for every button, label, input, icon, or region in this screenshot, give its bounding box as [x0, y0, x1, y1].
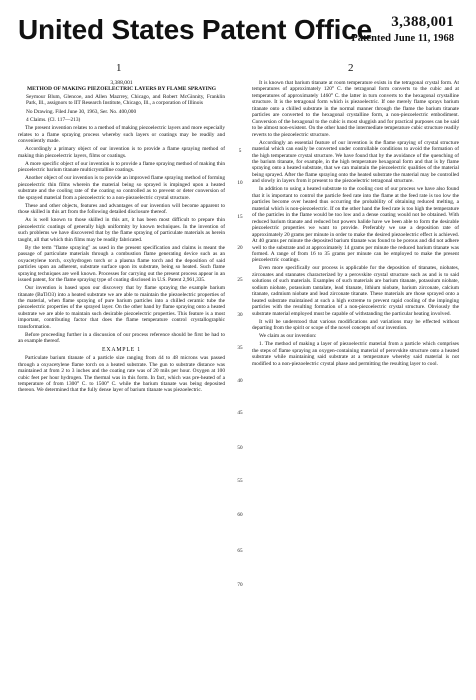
body-paragraph: The present invention relates to a method of making piezoelectric layers and more especially relates to a flame spraying process whereby such layers or coatings may be readily and conveniently made.	[18, 125, 225, 145]
body-paragraph: In addition to using a heated substrate to the cooling cost of our process we have also found that it is important to control the particle feed rate into the flame at the feed rate is too low the particles become over heated thus occurring the probability of obtaining reduced melting, a material which is non-piezoelectric. If on the other hand the feed rate is too high the temperature of the particles in the flame would be too low and a dense coating would not be obtained. With reduced barium titanate and reduced but powers halide have we been able to form the desirable piezoelectric properties we want to provide. Preferably we use a deposition rate of approximately 20 grams per minute in order to make the desired piezoelectric effect is achieved. At 40 grams per minute the deposited barium titanate was found to be porous and did not adhere well to the substrate and at approximately 14 grams per minute the reduced barium titanate was formed. A range of from 16 to 35 grams per minute can be employed to make the present piezoelectric coatings.	[252, 186, 459, 264]
line-number: 50	[237, 445, 243, 451]
right-paragraphs	[252, 80, 459, 367]
front-header	[18, 80, 225, 93]
front-patent-number: 3,388,001	[110, 80, 133, 86]
office-title: United States Patent Office	[18, 14, 373, 45]
patent-title: METHOD OF MAKING PIEZOELECTRIC LAYERS BY FLAME SPRAYING	[26, 86, 217, 93]
line-number: 60	[237, 512, 243, 518]
line-number: 70	[237, 582, 243, 588]
line-number: 30	[237, 312, 243, 318]
example-heading: EXAMPLE 1	[102, 346, 141, 353]
left-column	[18, 80, 225, 692]
example-paragraph: Particulate barium titanate of a particle size ranging from 44 to 48 microns was passed through a oxyacetylene flame torch on a heated substrate. The gun to substrate distance was maintained at from 2 to 3 inches and the coating rate was of 20 mils per hour. Oxygen at 100 cubic feet per hour hydrogen. The thermal was in this form. In fact, which was pre-heated of a temperature of from 1300° C. to 1500° C. while the barium titanate was being deposited thereon. We determined that the fully dense layer of barium titanate was piezoelectric.	[18, 355, 225, 394]
column-number-right: 2	[348, 62, 354, 74]
body-paragraph: It will be understood that various modifications and variations may be effected without departing from the spirit or scope of the novel concepts of our invention.	[252, 318, 459, 332]
line-number: 25	[237, 277, 243, 283]
line-number: 40	[237, 378, 243, 384]
line-number: 10	[237, 180, 243, 186]
body-paragraph: Accordingly a primary object of our invention is to provide a flame spraying method of making thin piezoelectric layers, films or coatings.	[18, 146, 225, 159]
body-paragraph: Our invention is based upon our discovery that by flame spraying the example barium titanate (BaTiO3) into a heated substrate we are able to maintain the piezoelectric properties of the material, when flame spraying of pure barium particles into a chilled ceramic tube the piezoelectric properties of the sprayed layer. On the other hand by flame spraying onto a heated substrate we are able to maintain such desirable piezoelectric properties. This feature is a most important, contributing factor that does the flame temperature control crystallographic transformation.	[18, 285, 225, 330]
line-number: 35	[237, 345, 243, 351]
patent-number: 3,388,001	[391, 14, 454, 30]
line-number: 65	[237, 548, 243, 554]
body-paragraph: It is known that barium titanate at room temperature exists in the tetragonal crystal form. At temperatures of approximately 120° C. the tetragonal form converts to the cubic and at temperatures of approximately 1460° C. the latter in turn converts to the hexagonal crystalline structure. It is the tetragonal form which is piezoelectric. If one merely flame sprays barium titanate onto a chilled substrate in the normal manner through the flame the barium titanate particles are converted to the hexagonal crystalline form, a non-piezoelectric embodiment. Conversion of the hexagonal to the cubic is most sluggish and for practical purposes can be said to be almost non-existent. On the other hand the intermediate temperature cubic structure readily reverts to the piezoelectric structure.	[252, 80, 459, 138]
body-paragraph: By the term "flame spraying" as used in the present specification and claims is meant the passage of particulate materials through a combustion flame generating device such as an oxyacetylene torch, oxyhydrogen torch or a plasma flame torch and the deposition of said particles upon an adherent, substrate surface upon its substrate, being so heated. Such flame spraying techniques are well known. Processes for carrying out the present process appear in an issued patent, for the flame spraying type of coating disclosed in U.S. Patent 2,961,335.	[18, 244, 225, 283]
line-number: 45	[237, 410, 243, 416]
line-number: 55	[237, 478, 243, 484]
body-paragraph: Accordingly an essential feature of our invention is the flame spraying of crystal structure material which can easily be converted under controllable conditions to avoid the formation of the high temperature crystal structure. We have found that by the avoidance of the quenching of the barium titanate, for example, in the high temperature hexagonal form and that is by flame spraying onto a heated substrate, that we can maintain the piezoelectric qualities of the material being sprayed. After the flame spraying onto the heated substrate the material may be controlled and slowly in layers from it present to the piezoelectric tetragonal structure.	[252, 139, 459, 185]
body-paragraph: Even more specifically our process is applicable for the deposition of titanates, niobates, zirconates and stannates characterized by a perovskite crystal structure such as and is to said solutions of such materials. Examples of such materials are barium titanate, potassium niobate, sodium niobate, potassium tantalate, lead titanate, lithium niobate, barium zirconate, calcium titanate, cadmium niobate and lead zirconate titanate. These materials are those sprayed onto a heated substrate maintained at such a high extreme to prevent rapid cooling of the impinging particles with the resulting formation of a non-piezoelectric crystal structure. Obviously the substrate material employed must be capable of withstanding the particular heating involved.	[252, 265, 459, 317]
inventors: Seymour Blum, Glencoe, and Allen Mazrrey, Chicago, and Robert McGinnity, Franklin Park, Ill., assignors to IIT Research Institute, Chicago, Ill., a corporation of Illinois	[26, 93, 225, 107]
column-number-left: 1	[116, 62, 122, 74]
patent-date: Patented June 11, 1968	[351, 33, 454, 44]
body-paragraph: We claim as our invention:	[259, 333, 317, 340]
claims-info: 4 Claims. (Cl. 117—213)	[26, 117, 81, 124]
line-number: 20	[237, 245, 243, 251]
body-paragraph: A more specific object of our invention is to provide a flame spraying method of making thin piezoelectric barium titanate multicrystalline coatings.	[18, 160, 225, 174]
body-paragraph: As is well known to those skilled in this art, it has been most difficult to prepare thin piezoelectric coatings of generally high uniformity by known techniques. In the invention of such problems we have discovered that by the flame spraying of particulate materials as herein taught, all that which thin films may be readily fabricated.	[18, 217, 225, 243]
body-paragraph: Another object of our invention is to provide an improved flame spraying method of forming piezoelectric thin films wherein the material being so sprayed is impinged upon a heated substrate and the cooling rate of the coating so controlled as to prevent or deter conversion of the sprayed material from a piezoelectric to a non-piezoelectric crystal structure.	[18, 175, 225, 201]
body-paragraph: Before proceeding further in a discussion of our process reference should be first be had to an example thereof.	[18, 331, 225, 345]
filing-info: No Drawing. Filed June 30, 1963, Ser. No. 400,000	[26, 108, 137, 115]
line-number: 5	[238, 148, 242, 154]
left-paragraphs	[18, 125, 225, 344]
line-number: 15	[237, 214, 243, 220]
right-column	[252, 80, 459, 478]
body-paragraph: 1. The method of making a layer of piezoelectric material from a particle which comprises the steps of flame spraying an oxygen-containing material of perovskite structure onto a heated substrate while maintaining said substrate at a temperature whereby said material is not modified to a non-piezoelectric crystal phase and permitting the resulting layer to cool.	[252, 341, 459, 367]
body-paragraph: These and other objects, features and advantages of our invention will become apparent to those skilled in this art from the following detailed disclosure thereof.	[18, 202, 225, 216]
